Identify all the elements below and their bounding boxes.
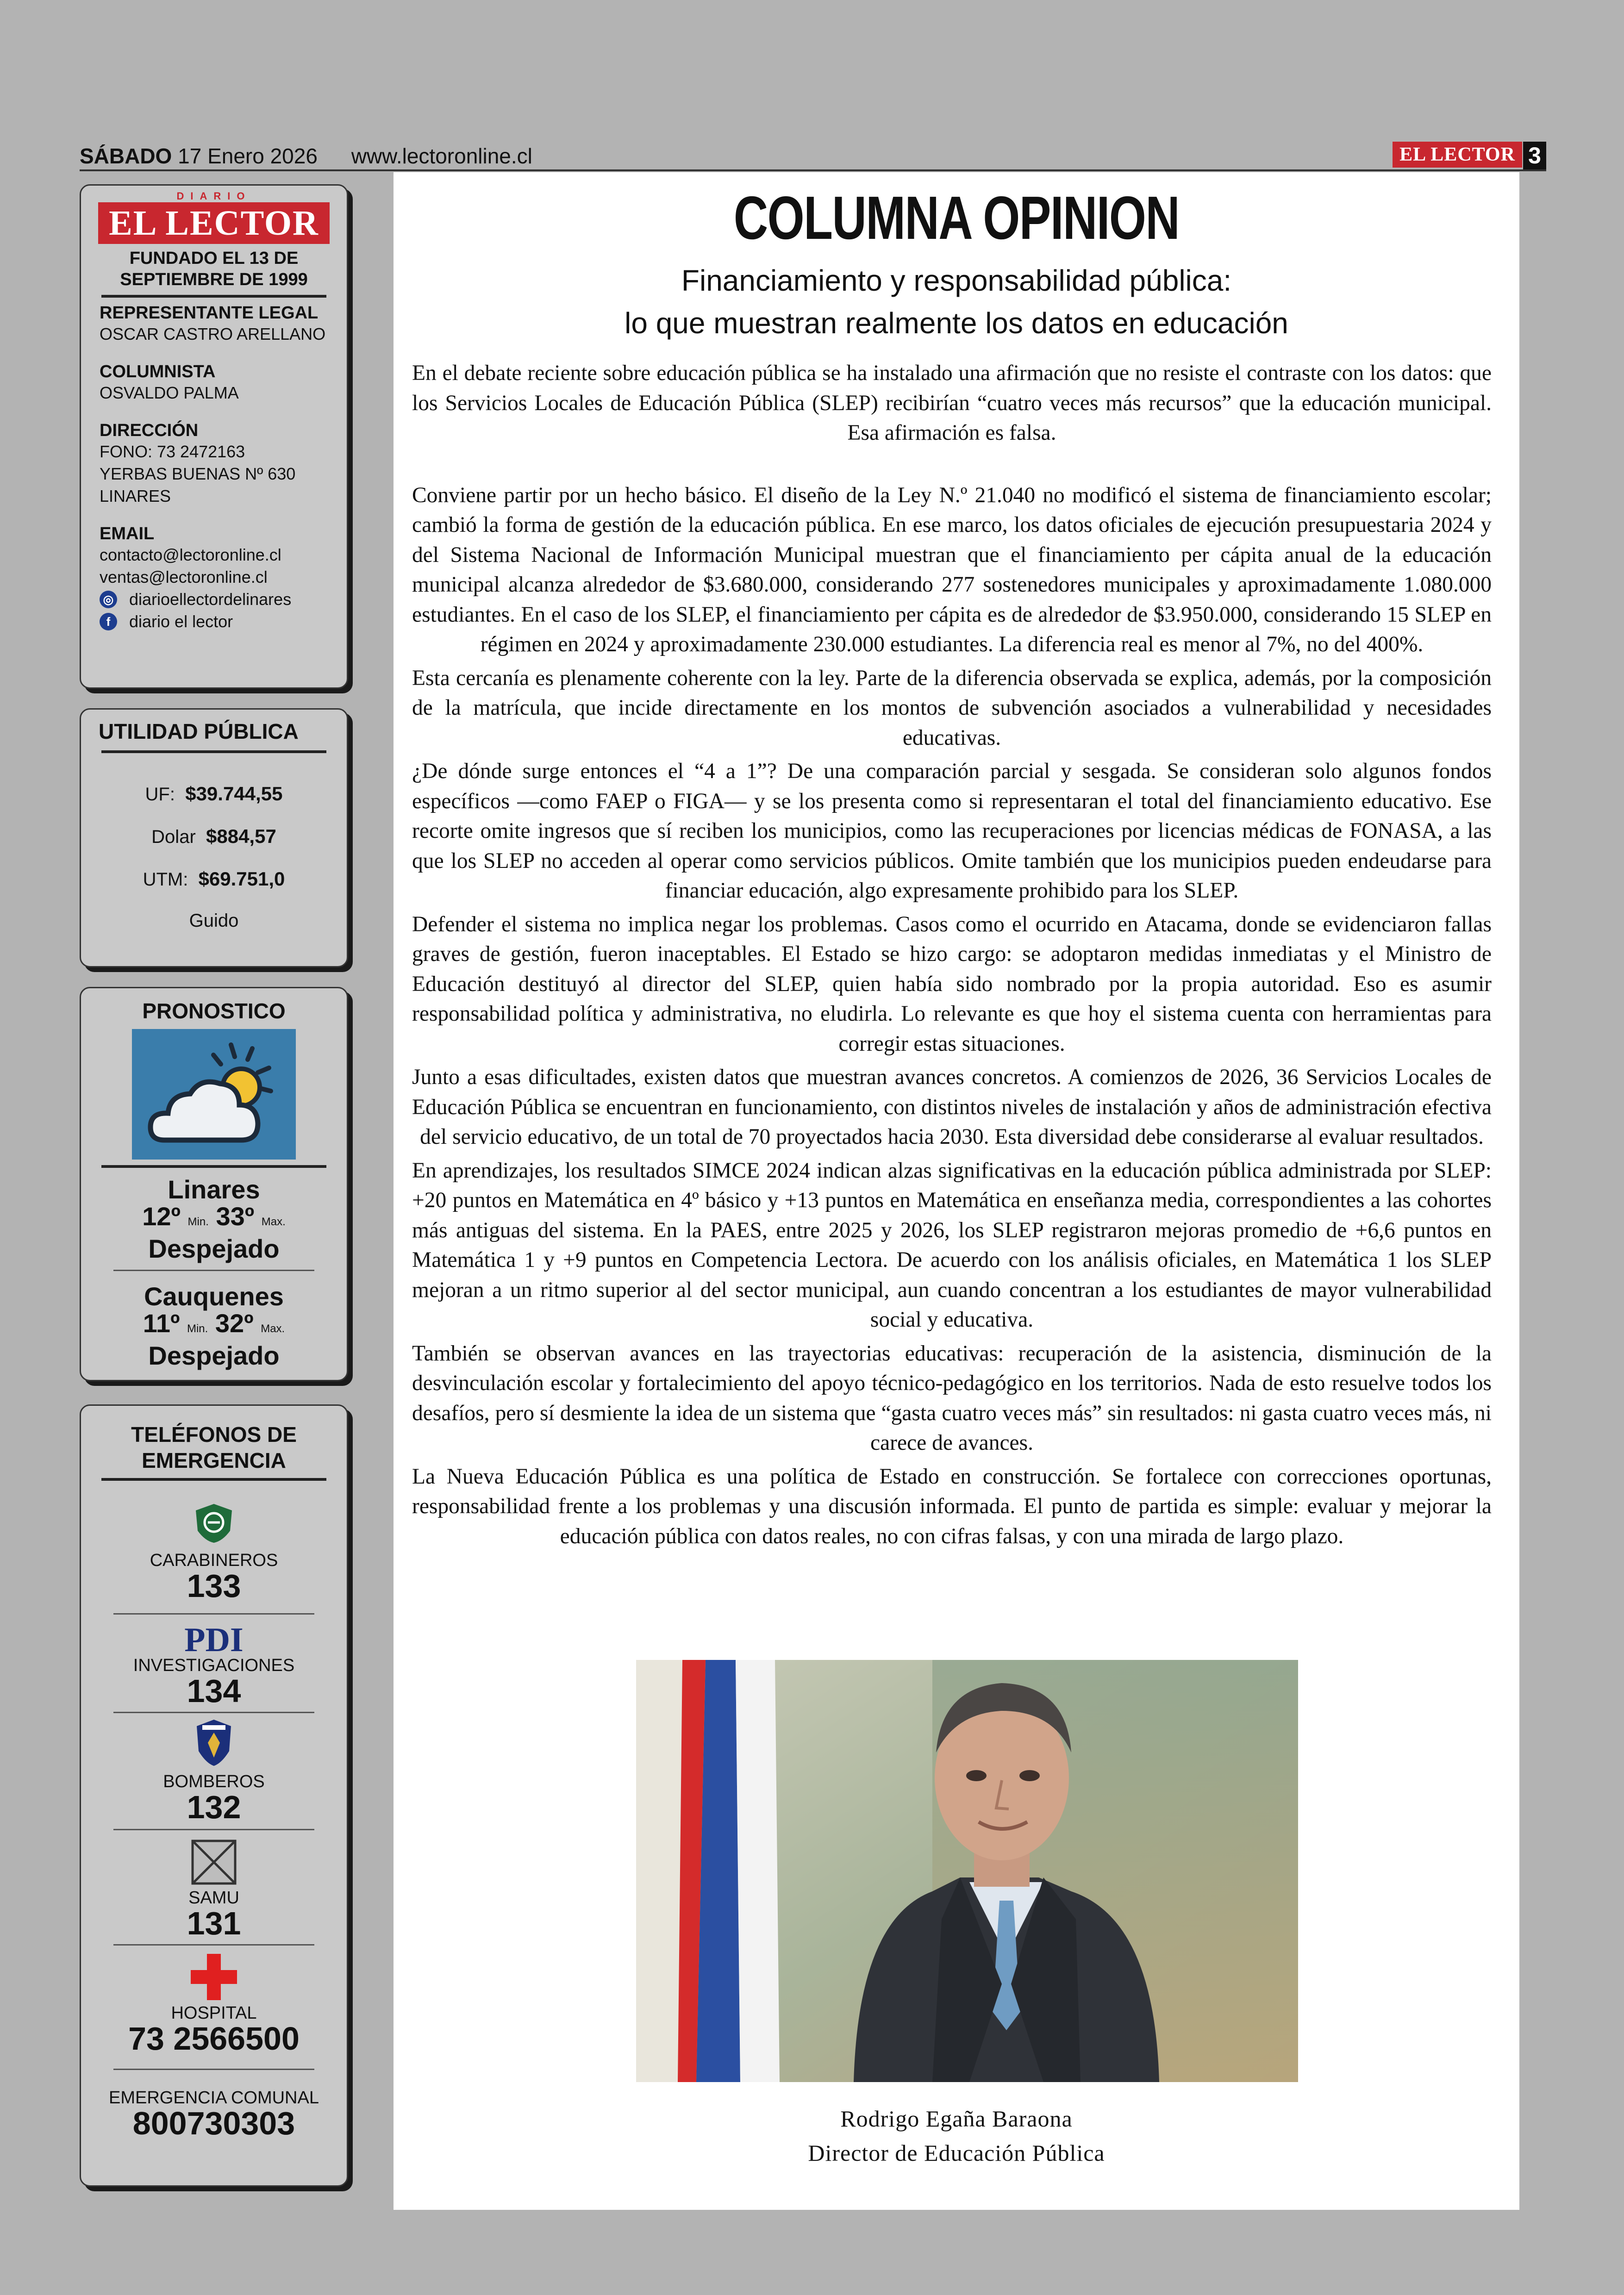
facebook-icon: f <box>100 613 117 630</box>
service-bomberos <box>81 1719 347 1823</box>
utility-title: UTILIDAD PÚBLICA <box>99 719 299 743</box>
temp-min: 11º <box>143 1309 180 1338</box>
logo-text: EL LECTOR <box>109 203 319 243</box>
paragraph: Esta cercanía es plenamente coherente con la ley. Parte de la diferencia observada se explica, además, por la composición de la matrícula, que incide directamente en los montos de subvención asociados a vulnerabilidad y necesidades educativas. <box>412 666 1492 750</box>
min-label: Min. <box>187 1322 208 1335</box>
author-title: Director de Educación Pública <box>808 2140 1105 2166</box>
top-rule <box>80 169 1546 171</box>
paragraph: En aprendizajes, los resultados SIMCE 2024 indican alzas significativas en la educación pública administrada por SLEP: +20 puntos en Matemática en 4º básico y +13 puntos en Matemática en enseñanza media, correspondientes a las cohortes más antiguas del sistema. En la PAES, entre 2025 y 2026, los SLEP registraron mejoras promedio de +6,6 puntos en Matemática 1 y +9 puntos en Competencia Lectora. De acuerdo con los análisis oficiales, en Matemática 1 los SLEP mejoran a un ritmo superior al del sector municipal, aun cuando concentran a los estudiantes de mayor vulnerabilidad social y educativa. <box>412 1158 1492 1332</box>
issue-date <box>80 143 532 168</box>
service-divider <box>113 1944 314 1946</box>
email-contact[interactable]: contacto@lectoronline.cl <box>100 545 281 564</box>
utility-divider <box>101 750 326 753</box>
service-name: SAMU <box>188 1888 239 1908</box>
paragraph: Defender el sistema no implica negar los problemas. Casos como el ocurrido en Atacama, donde se evidenciaron fallas graves de gestión, fueron inaceptables. El Estado se hizo cargo: se adoptaron medidas inmediatas y el Ministro de Educación destituyó al director del SLEP, quien había sido nombrado por la propia autoridad. Eso es asumir responsabilidad política y administrativa, no eludirla. Lo relevante es que hoy el sistema cuenta con herramientas para corregir estas situaciones. <box>412 912 1492 1056</box>
legal-label: REPRESENTANTE LEGAL <box>100 303 319 323</box>
masthead-box <box>80 184 348 689</box>
service-samu <box>81 1840 347 1940</box>
forecast-box <box>80 987 348 1381</box>
legal-name: OSCAR CASTRO ARELLANO <box>100 324 326 343</box>
temp-min: 12º <box>142 1202 181 1231</box>
instagram-handle: diarioellectordelinares <box>129 590 292 609</box>
top-bar <box>80 143 1546 170</box>
service-number[interactable]: 134 <box>187 1673 241 1709</box>
author-photo <box>636 1660 1298 2082</box>
utm-value: $69.751,0 <box>198 868 285 890</box>
paragraph: La Nueva Educación Pública es una política de Estado en construcción. Se fortalece con correcciones oportunas, responsabilidad frente a los problemas y una discusión informada. El punto de partida es simple: evaluar y mejorar la educación pública con datos reales, no con cifras falsas, y con una mirada de largo plazo. <box>412 1464 1492 1548</box>
max-label: Max. <box>261 1216 286 1228</box>
columnist-label: COLUMNISTA <box>100 362 216 381</box>
author-caption <box>394 2102 1519 2170</box>
forecast-city-divider <box>113 1270 314 1271</box>
city-name: LINARES <box>100 486 171 505</box>
masthead-divider <box>101 295 326 298</box>
subtitle-line-1: Financiamiento y responsabilidad pública: <box>681 264 1232 297</box>
saint-of-day: Guido <box>189 911 239 931</box>
article-subtitle <box>394 259 1519 344</box>
email-sales[interactable]: ventas@lectoronline.cl <box>100 568 268 586</box>
forecast-city-cauquenes <box>81 1283 347 1369</box>
weather-condition: Despejado <box>148 1234 280 1263</box>
paragraph: En el debate reciente sobre educación pública se ha instalado una afirmación que no resiste el contraste con los datos: que los Servicios Locales de Educación Pública (SLEP) recibirían “cuatro veces más recursos” que la educación municipal. Esa afirmación es falsa. <box>412 361 1492 445</box>
forecast-city-linares <box>81 1176 347 1262</box>
temperature-range <box>81 1310 347 1342</box>
utm-row <box>81 868 347 890</box>
weather-icon <box>132 1029 296 1160</box>
service-name: EMERGENCIA COMUNAL <box>109 2088 319 2108</box>
website-link[interactable]: www.lectoronline.cl <box>351 144 532 168</box>
uf-label: UF: <box>145 784 175 804</box>
facebook-handle: diario el lector <box>129 612 233 631</box>
service-divider <box>113 2069 314 2070</box>
utility-box <box>80 708 348 967</box>
header-logo: EL LECTOR <box>1393 142 1522 168</box>
service-divider <box>113 1712 314 1713</box>
service-number[interactable]: 132 <box>187 1789 241 1825</box>
city-name: Cauquenes <box>144 1282 284 1311</box>
weather-condition: Despejado <box>148 1341 280 1370</box>
uf-row <box>81 783 347 805</box>
paragraph: ¿De dónde surge entonces el “4 a 1”? De una comparación parcial y sesgada. Se consideran solo algunos fondos específicos —como FAEP o FIGA— y se los presenta como si representaran el total del financiamiento educativo. Ese recorte omite ingresos que sí reciben los municipios, como las recuperaciones por licencias médicas de FONASA, a las que los SLEP no acceden al operar como servicios públicos. Omite también que los municipios pueden endeudarse para financiar educación, algo expresamente prohibido para los SLEP. <box>412 759 1492 903</box>
street-address: YERBAS BUENAS Nº 630 <box>100 464 296 483</box>
max-label: Max. <box>261 1322 285 1335</box>
subtitle-line-2: lo que muestran realmente los datos en educación <box>625 306 1288 340</box>
emergency-divider <box>101 1478 326 1481</box>
service-number[interactable]: 73 2566500 <box>128 2021 300 2057</box>
service-divider <box>113 1829 314 1830</box>
city-name: Linares <box>168 1175 260 1204</box>
service-divider <box>113 1613 314 1615</box>
service-carabineros <box>81 1502 347 1602</box>
carabineros-icon <box>193 1502 235 1544</box>
dolar-label: Dolar <box>151 827 196 847</box>
bomberos-icon <box>193 1719 235 1767</box>
temperature-range <box>81 1203 347 1235</box>
section-title: COLUMNA OPINION <box>733 184 1180 252</box>
utm-label: UTM: <box>143 869 188 890</box>
emergency-title: TELÉFONOS DE EMERGENCIA <box>131 1422 297 1472</box>
samu-icon <box>191 1840 237 1885</box>
forecast-divider <box>101 1165 326 1168</box>
service-hospital <box>81 1954 347 2055</box>
phone-number: FONO: 73 2472163 <box>100 442 245 461</box>
service-name: BOMBEROS <box>163 1772 265 1791</box>
masthead-logo <box>98 190 330 244</box>
temp-max: 32º <box>215 1309 254 1338</box>
service-name: HOSPITAL <box>171 2003 257 2023</box>
service-number[interactable]: 800730303 <box>132 2105 295 2141</box>
opinion-article <box>394 172 1519 2210</box>
pdi-icon: PDI <box>184 1621 244 1659</box>
paragraph: También se observan avances en las trayectorias educativas: recuperación de la asistencia, disminución de la desvinculación escolar y fortalecimiento del apoyo técnico-pedagógico en los territorios. Nada de esto resuelve todos los desafíos, pero sí desmiente la idea de un sistema que “gasta cuatro veces más” sin resultados: ni gasta cuatro veces más, ni carece de avances. <box>412 1341 1492 1455</box>
paragraph: Junto a esas dificultades, existen datos que muestran avances concretos. A comienzos de 2026, 36 Servicios Locales de Educación Pública se encuentran en funcionamiento, con distintos niveles de instalación y años de administración efectiva del servicio educativo, de un total de 70 proyectados hacia 2030. Esta diversidad debe considerarse al evaluar resultados. <box>412 1065 1492 1149</box>
facebook-link[interactable] <box>100 611 347 633</box>
service-name: CARABINEROS <box>150 1551 278 1570</box>
uf-value: $39.744,55 <box>185 783 283 804</box>
forecast-title: PRONOSTICO <box>142 999 286 1023</box>
founded-text: FUNDADO EL 13 DE SEPTIEMBRE DE 1999 <box>120 249 308 289</box>
service-number[interactable]: 131 <box>187 1905 241 1941</box>
service-emergencia-comunal <box>81 2089 347 2139</box>
email-label: EMAIL <box>100 524 155 543</box>
service-investigaciones <box>81 1621 347 1709</box>
paragraph: Conviene partir por un hecho básico. El diseño de la Ley N.º 21.040 no modificó el sistema de financiamiento escolar; cambió la forma de gestión de la educación pública. En ese marco, los datos oficiales de ejecución presupuestaria 2024 y del Sistema Nacional de Información Municipal muestran que el financiamiento per cápita anual de la educación municipal alcanza alrededor de $3.680.000, considerando 277 sostenedores municipales y aproximadamente 1.080.000 estudiantes. En el caso de los SLEP, el financiamiento per cápita es de alrededor de $3.950.000, considerando 15 SLEP en régimen en 2024 y aproximadamente 230.000 estudiantes. La diferencia real es menor al 7%, no del 400%. <box>412 483 1492 656</box>
min-label: Min. <box>187 1216 209 1228</box>
issue-date-text: 17 Enero 2026 <box>178 144 318 168</box>
hospital-cross-icon <box>191 1954 237 2000</box>
emergency-box <box>80 1404 348 2187</box>
instagram-link[interactable] <box>100 588 347 611</box>
address-label: DIRECCIÓN <box>100 421 199 440</box>
issue-day: SÁBADO <box>80 144 172 168</box>
page-number: 3 <box>1523 142 1546 169</box>
columnist-name: OSVALDO PALMA <box>100 383 239 402</box>
article-body <box>412 358 1492 1551</box>
temp-max: 33º <box>216 1202 255 1231</box>
logo-superscript: DIARIO <box>172 190 256 202</box>
service-number[interactable]: 133 <box>187 1568 241 1604</box>
instagram-icon: ◎ <box>100 591 117 608</box>
dolar-value: $884,57 <box>206 825 276 847</box>
service-name: INVESTIGACIONES <box>133 1656 295 1675</box>
author-name: Rodrigo Egaña Baraona <box>840 2106 1073 2132</box>
dolar-row <box>81 825 347 848</box>
